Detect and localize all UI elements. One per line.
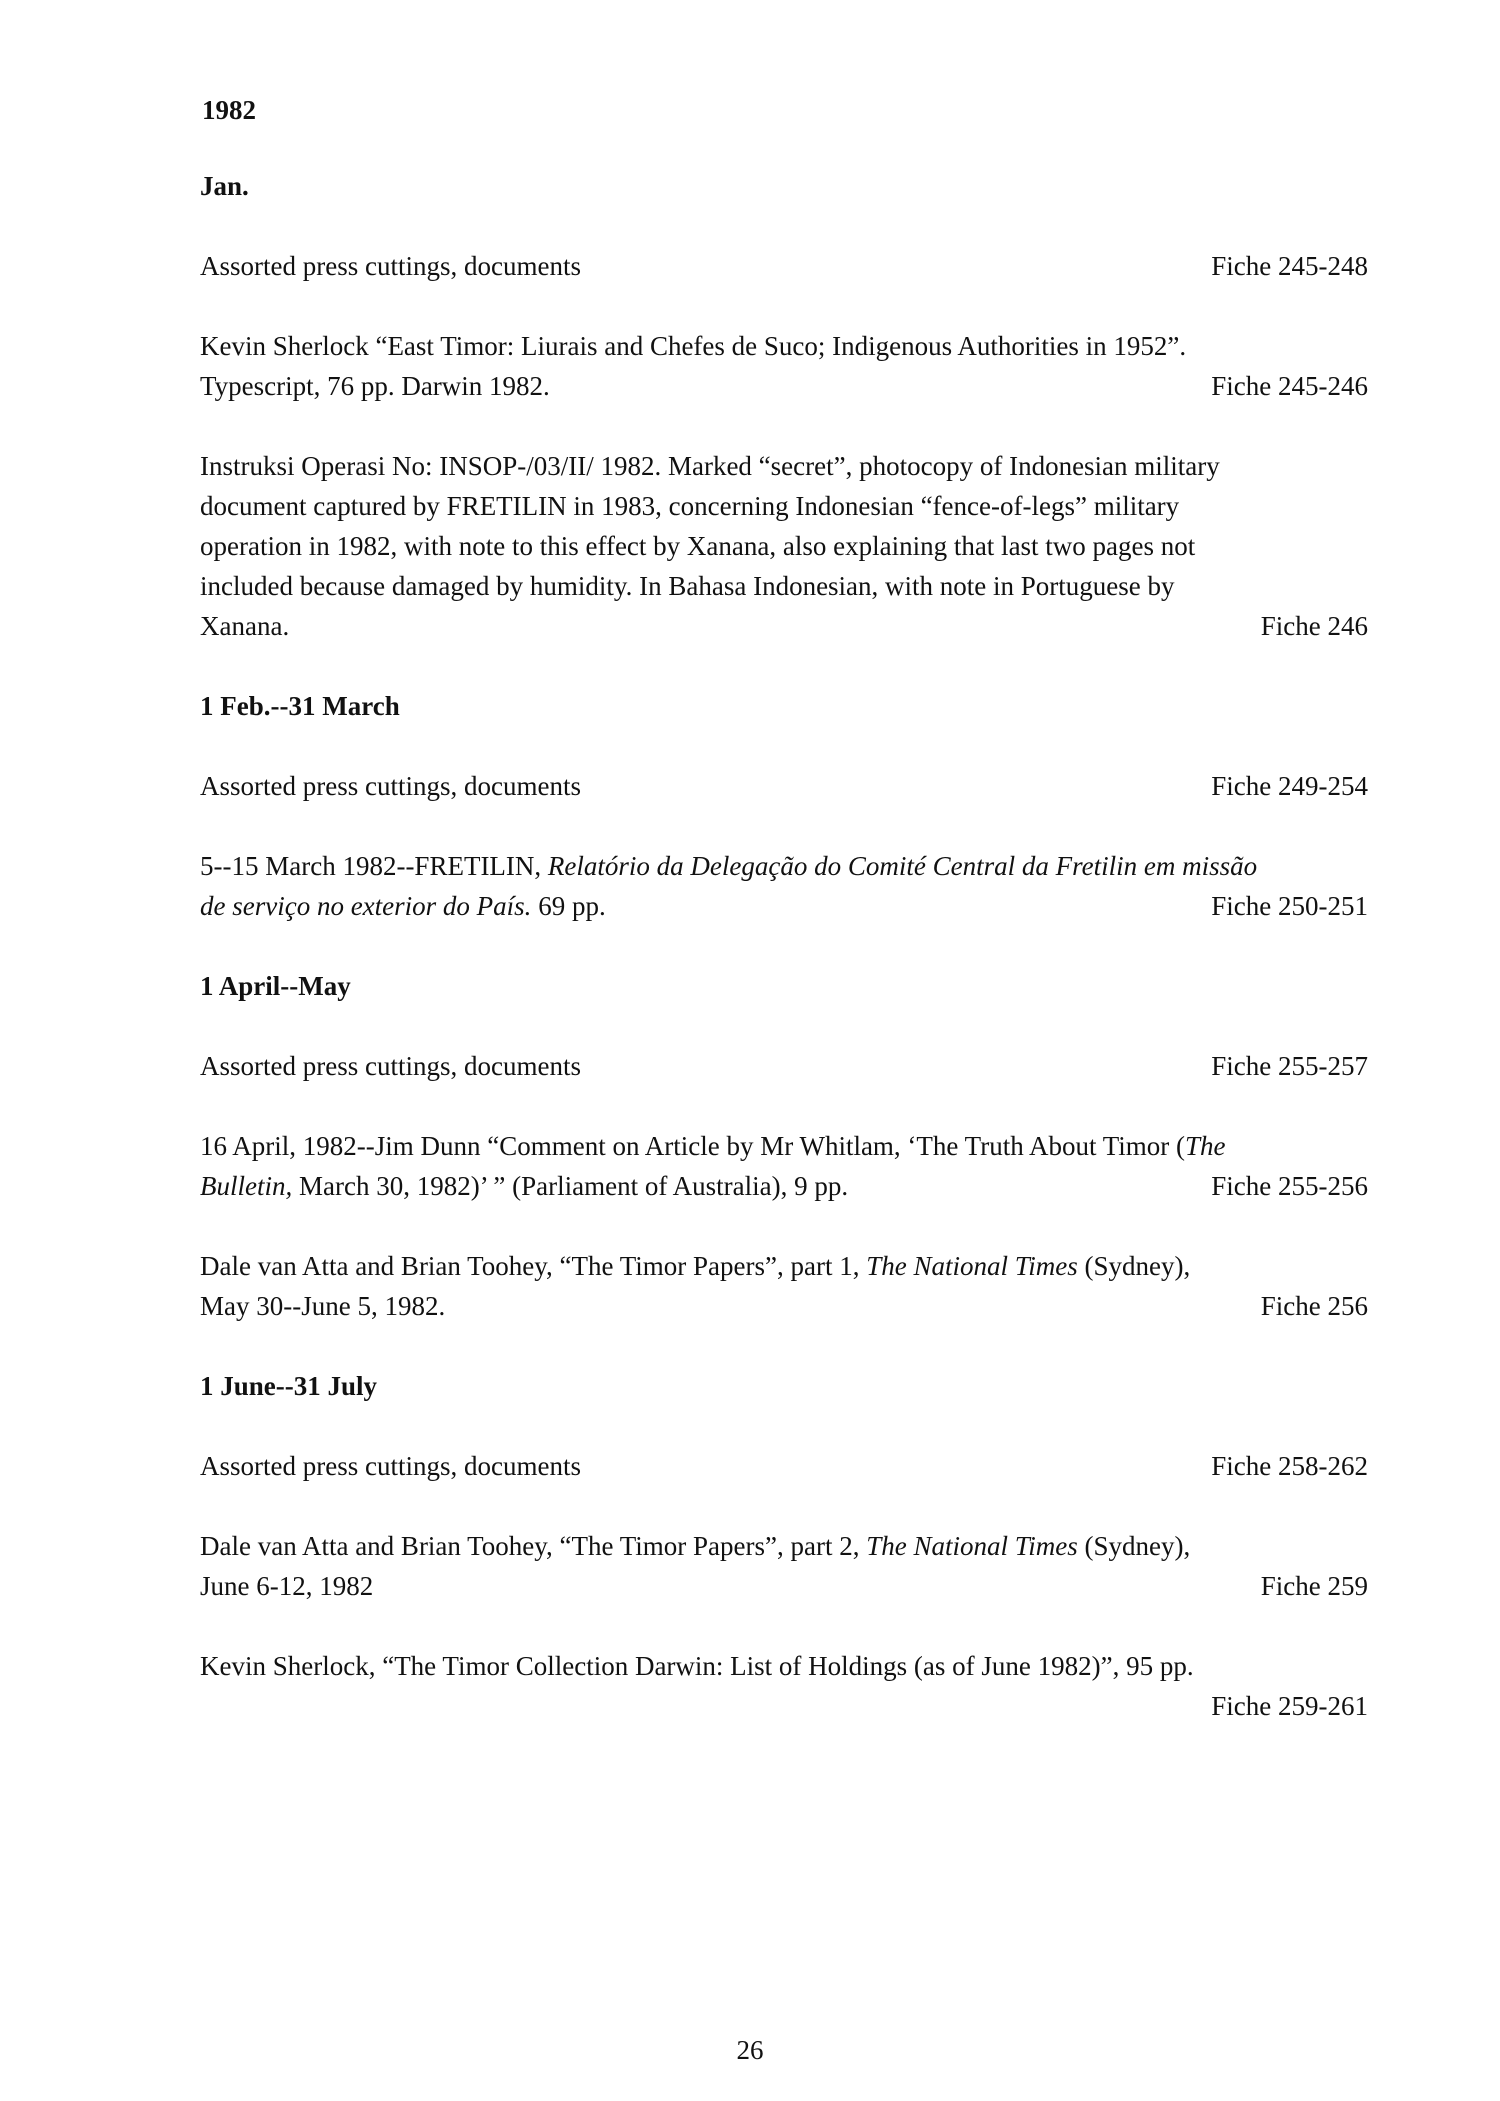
entry-jan-sherlock [200,326,1368,406]
entry-line: Kevin Sherlock, “The Timor Collection Darwin: List of Holdings (as of June 1982)”, 95 pp. [200,1651,1194,1681]
section-heading-jan: Jan. [200,171,249,201]
entry-text-plain: (Sydney), [1077,1251,1191,1281]
entry-title-italic: The [1185,1131,1226,1161]
entry-text: Assorted press cuttings, documents [200,771,581,801]
entry-june-sherlock-holdings [200,1646,1368,1726]
fiche-ref: Fiche 259 [1260,1571,1368,1601]
entry-text-plain: 5--15 March 1982--FRETILIN, [200,851,548,881]
entry-title-italic: Bulletin, [200,1171,293,1201]
entry-line [200,886,606,926]
fiche-ref: Fiche 246 [1260,611,1368,641]
entry-text-plain: 69 pp. [531,891,606,921]
fiche-ref: Fiche 249-254 [1211,771,1368,801]
entry-text-plain: March 30, 1982)’ ” (Parliament of Australia), 9 pp. [292,1171,849,1201]
entry-line: Typescript, 76 pp. Darwin 1982. [200,371,550,401]
entry-june-timor-papers-2 [200,1526,1368,1606]
entry-jan-instruksi [200,446,1368,646]
entry-title-italic: The National Times [866,1531,1078,1561]
entry-line [200,1526,1368,1566]
entry-april-assorted [200,1046,1368,1086]
entry-text-plain: Dale van Atta and Brian Toohey, “The Timor Papers”, part 2, [200,1531,867,1561]
fiche-ref: Fiche 245-248 [1211,251,1368,281]
fiche-ref: Fiche 256 [1260,1291,1368,1321]
entry-text-plain: 16 April, 1982--Jim Dunn “Comment on Article by Mr Whitlam, ‘The Truth About Timor ( [200,1131,1185,1161]
section-heading-april-may: 1 April--May [200,971,351,1001]
entry-line: June 6-12, 1982 [200,1571,374,1601]
fiche-ref: Fiche 258-262 [1211,1451,1368,1481]
fiche-ref: Fiche 255-256 [1211,1171,1368,1201]
fiche-ref: Fiche 259-261 [1211,1691,1368,1721]
entry-line: Xanana. [200,611,290,641]
entry-line: document captured by FRETILIN in 1983, concerning Indonesian “fence-of-legs” military [200,491,1180,521]
fiche-ref: Fiche 255-257 [1211,1051,1368,1081]
entry-text-plain: (Sydney), [1077,1531,1191,1561]
entry-line: Kevin Sherlock “East Timor: Liurais and Chefes de Suco; Indigenous Authorities in 1952”. [200,331,1187,361]
document-page [200,90,1368,1766]
entry-title-italic: The National Times [866,1251,1078,1281]
entry-text-plain: Dale van Atta and Brian Toohey, “The Timor Papers”, part 1, [200,1251,867,1281]
entry-june-assorted [200,1446,1368,1486]
section-heading-june-july: 1 June--31 July [200,1371,378,1401]
entry-text: Assorted press cuttings, documents [200,251,581,281]
entry-jan-assorted [200,246,1368,286]
entry-line [200,846,1368,886]
entry-line [200,1126,1368,1166]
entry-april-dunn [200,1126,1368,1206]
entry-line: Instruksi Operasi No: INSOP-/03/II/ 1982. Marked “secret”, photocopy of Indonesian military [200,451,1220,481]
fiche-ref: Fiche 245-246 [1211,371,1368,401]
entry-title-italic: Relatório da Delegação do Comité Central da Fretilin em missão [547,851,1258,881]
entry-text: Assorted press cuttings, documents [200,1051,581,1081]
entry-line: included because damaged by humidity. In Bahasa Indonesian, with note in Portuguese by [200,571,1175,601]
entry-line: May 30--June 5, 1982. [200,1291,446,1321]
fiche-ref: Fiche 250-251 [1211,891,1368,921]
entry-line [200,1166,848,1206]
entry-title-italic: de serviço no exterior do País. [200,891,532,921]
entry-april-timor-papers-1 [200,1246,1368,1326]
entry-feb-assorted [200,766,1368,806]
page-number: 26 [736,2035,764,2065]
year-heading: 1982 [202,95,256,125]
entry-line: operation in 1982, with note to this effect by Xanana, also explaining that last two pages not [200,531,1196,561]
entry-line [200,1246,1368,1286]
section-heading-feb-march: 1 Feb.--31 March [200,691,400,721]
entry-feb-fretilin [200,846,1368,926]
entry-text: Assorted press cuttings, documents [200,1451,581,1481]
